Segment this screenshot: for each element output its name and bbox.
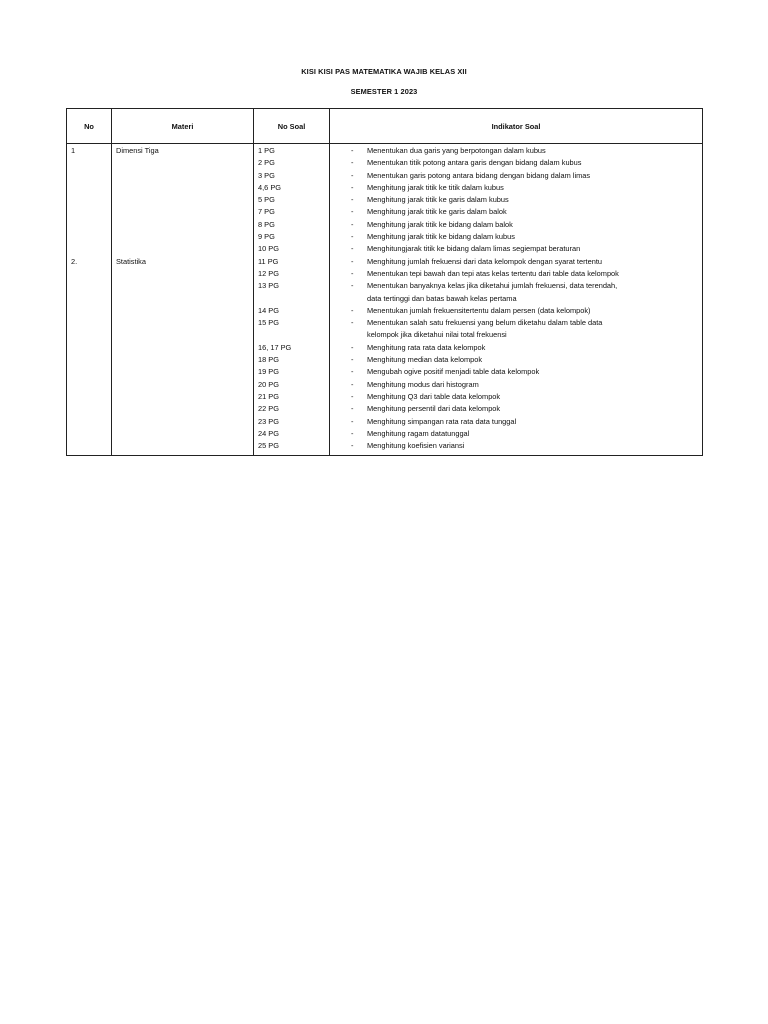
bullet-dash: -: [351, 268, 354, 278]
row-number: [67, 194, 111, 206]
bullet-dash: -: [351, 355, 354, 365]
bullet-dash: -: [351, 158, 354, 168]
indikator-text: Menghitung koefisien variansi: [367, 441, 465, 451]
row-indikator: [330, 428, 702, 440]
row-indikator: [330, 268, 702, 280]
document-subtitle: SEMESTER 1 2023: [350, 87, 418, 96]
row-indikator: [330, 243, 702, 255]
row-no-soal: 3 PG: [258, 170, 275, 180]
row-materi: [112, 354, 253, 366]
row-no-soal: 16, 17 PG: [258, 342, 292, 352]
indikator-text: Menghitung rata rata data kelompok: [367, 342, 486, 352]
bullet-dash: -: [351, 428, 354, 438]
bullet-dash: -: [351, 146, 354, 155]
row-materi: [112, 280, 253, 292]
row-number: [67, 391, 111, 403]
row-materi: [112, 206, 253, 218]
row-no-soal: 18 PG: [258, 355, 279, 365]
bullet-dash: -: [351, 416, 354, 426]
row-indikator: [330, 305, 702, 317]
row-indikator: [330, 256, 702, 268]
row-materi: [112, 317, 253, 329]
row-indikator: [330, 391, 702, 403]
indikator-text: Menghitung median data kelompok: [367, 355, 483, 365]
row-no-soal: 4,6 PG: [258, 182, 282, 192]
row-indikator: [330, 194, 702, 206]
indikator-text: Menentukan dua garis yang berpotongan dalam kubus: [367, 146, 546, 155]
indikator-text: Menghitung jarak titik ke titik dalam kubus: [367, 182, 504, 192]
indikator-text-continued: kelompok jika diketahui nilai total frekuensi: [367, 330, 507, 340]
row-spacer: [67, 329, 111, 341]
indikator-text: Menghitung modus dari histogram: [367, 379, 479, 389]
column-no-soal: [254, 144, 330, 456]
row-number: [67, 416, 111, 428]
row-number: [67, 170, 111, 182]
kisi-table: [66, 108, 703, 456]
header-no-soal: No Soal: [254, 109, 330, 144]
row-spacer: [112, 293, 253, 305]
row-no-soal: 12 PG: [258, 268, 279, 278]
row-number: [67, 219, 111, 231]
row-indikator: [330, 440, 702, 452]
row-number: 1: [71, 146, 76, 155]
row-no-soal: 14 PG: [258, 305, 279, 315]
header-materi: Materi: [112, 109, 254, 144]
row-indikator: [330, 403, 702, 415]
indikator-text: Menentukan garis potong antara bidang dengan bidang dalam limas: [367, 170, 591, 180]
column-indikator: [330, 144, 703, 456]
row-no-soal: 1 PG: [258, 146, 275, 155]
bullet-dash: -: [351, 170, 354, 180]
indikator-text: Menghitung jarak titik ke garis dalam kubus: [367, 195, 509, 205]
row-spacer: [67, 293, 111, 305]
row-spacer: [254, 329, 329, 341]
row-number: [67, 157, 111, 169]
bullet-dash: -: [351, 391, 354, 401]
row-no-soal: 5 PG: [258, 195, 275, 205]
column-materi: [112, 144, 254, 456]
row-no-soal: 13 PG: [258, 281, 279, 291]
bullet-dash: -: [351, 342, 354, 352]
row-materi: [112, 231, 253, 243]
bullet-dash: -: [351, 404, 354, 414]
row-indikator: [330, 366, 702, 378]
table-header-row: [67, 109, 703, 144]
row-indikator: [330, 342, 702, 354]
column-no: [67, 144, 112, 456]
bullet-dash: -: [351, 318, 354, 328]
row-no-soal: 2 PG: [258, 158, 275, 168]
row-indikator: [330, 206, 702, 218]
indikator-text: Menghitung persentil dari data kelompok: [367, 404, 501, 414]
bullet-dash: -: [351, 367, 354, 377]
indikator-text: Menentukan tepi bawah dan tepi atas kelas tertentu dari table data kelompok: [367, 268, 619, 278]
bullet-dash: -: [351, 244, 354, 254]
row-spacer: [254, 293, 329, 305]
row-indikator: [330, 317, 702, 329]
row-number: [67, 317, 111, 329]
indikator-text: Menghitung jarak titik ke bidang dalam balok: [367, 219, 513, 229]
indikator-text: Menentukan titik potong antara garis dengan bidang dalam kubus: [367, 158, 582, 168]
indikator-text: Mengubah ogive positif menjadi table data kelompok: [367, 367, 540, 377]
row-number: [67, 305, 111, 317]
row-indikator: [330, 280, 702, 292]
row-materi: [112, 182, 253, 194]
indikator-text: Menentukan salah satu frekuensi yang belum diketahu dalam table data: [367, 318, 603, 328]
row-materi: [112, 440, 253, 452]
row-materi: [112, 379, 253, 391]
bullet-dash: -: [351, 207, 354, 217]
indikator-text: Menentukan jumlah frekuensitertentu dalam persen (data kelompok): [367, 305, 591, 315]
bullet-dash: -: [351, 441, 354, 451]
row-no-soal: 9 PG: [258, 232, 275, 242]
row-number: [67, 428, 111, 440]
indikator-text: Menghitung Q3 dari table data kelompok: [367, 391, 501, 401]
table-body-row: [67, 144, 703, 456]
row-number: 2.: [71, 256, 78, 266]
row-no-soal: 20 PG: [258, 379, 279, 389]
row-no-soal: 15 PG: [258, 318, 279, 328]
row-no-soal: 23 PG: [258, 416, 279, 426]
bullet-dash: -: [351, 195, 354, 205]
document-title: KISI KISI PAS MATEMATIKA WAJIB KELAS XII: [301, 67, 467, 76]
row-number: [67, 366, 111, 378]
bullet-dash: -: [351, 305, 354, 315]
row-number: [67, 280, 111, 292]
row-materi: [112, 194, 253, 206]
indikator-text: Menghitung jarak titik ke bidang dalam kubus: [367, 232, 515, 242]
indikator-text-continued: data tertinggi dan batas bawah kelas pertama: [367, 293, 517, 303]
row-materi: [112, 305, 253, 317]
row-no-soal: 22 PG: [258, 404, 279, 414]
row-no-soal: 10 PG: [258, 244, 279, 254]
row-materi: [112, 268, 253, 280]
row-indikator: [330, 170, 702, 182]
bullet-dash: -: [351, 232, 354, 242]
row-number: [67, 403, 111, 415]
row-number: [67, 342, 111, 354]
row-materi: [112, 403, 253, 415]
row-no-soal: 21 PG: [258, 391, 279, 401]
row-indikator-continued: [330, 329, 702, 341]
indikator-text: Menghitung ragam datatunggal: [367, 428, 470, 438]
row-no-soal: 11 PG: [258, 256, 279, 266]
row-indikator: [330, 231, 702, 243]
row-indikator-continued: [330, 293, 702, 305]
row-number: [67, 182, 111, 194]
header-indikator: Indikator Soal: [330, 109, 703, 144]
row-number: [67, 231, 111, 243]
row-materi: [112, 391, 253, 403]
row-number: [67, 354, 111, 366]
row-materi: [112, 157, 253, 169]
row-indikator: [330, 379, 702, 391]
row-no-soal: 25 PG: [258, 441, 279, 451]
bullet-dash: -: [351, 219, 354, 229]
row-no-soal: 8 PG: [258, 219, 275, 229]
row-materi: [112, 366, 253, 378]
indikator-text: Menghitung jarak titik ke garis dalam balok: [367, 207, 507, 217]
row-number: [67, 206, 111, 218]
row-materi: [112, 342, 253, 354]
row-materi: [112, 219, 253, 231]
row-number: [67, 268, 111, 280]
indikator-text: Menghitung jumlah frekuensi dari data kelompok dengan syarat tertentu: [367, 256, 602, 266]
row-number: [67, 243, 111, 255]
header-no: No: [67, 109, 112, 144]
indikator-text: Menghitungjarak titik ke bidang dalam limas segiempat beraturan: [367, 244, 581, 254]
row-materi: Dimensi Tiga: [116, 146, 159, 155]
indikator-text: Menentukan banyaknya kelas jika diketahui jumlah frekuensi, data terendah,: [367, 281, 618, 291]
bullet-dash: -: [351, 281, 354, 291]
row-materi: [112, 170, 253, 182]
row-indikator: [330, 354, 702, 366]
bullet-dash: -: [351, 256, 354, 266]
row-indikator: [330, 416, 702, 428]
row-spacer: [112, 329, 253, 341]
row-materi: Statistika: [116, 256, 146, 266]
row-number: [67, 379, 111, 391]
row-indikator: [330, 219, 702, 231]
row-materi: [112, 428, 253, 440]
row-no-soal: 19 PG: [258, 367, 279, 377]
row-materi: [112, 416, 253, 428]
row-indikator: [330, 145, 702, 157]
bullet-dash: -: [351, 182, 354, 192]
bullet-dash: -: [351, 379, 354, 389]
row-number: [67, 440, 111, 452]
row-indikator: [330, 182, 702, 194]
row-indikator: [330, 157, 702, 169]
indikator-text: Menghitung simpangan rata rata data tunggal: [367, 416, 517, 426]
row-no-soal: 7 PG: [258, 207, 275, 217]
row-materi: [112, 243, 253, 255]
row-no-soal: 24 PG: [258, 428, 279, 438]
